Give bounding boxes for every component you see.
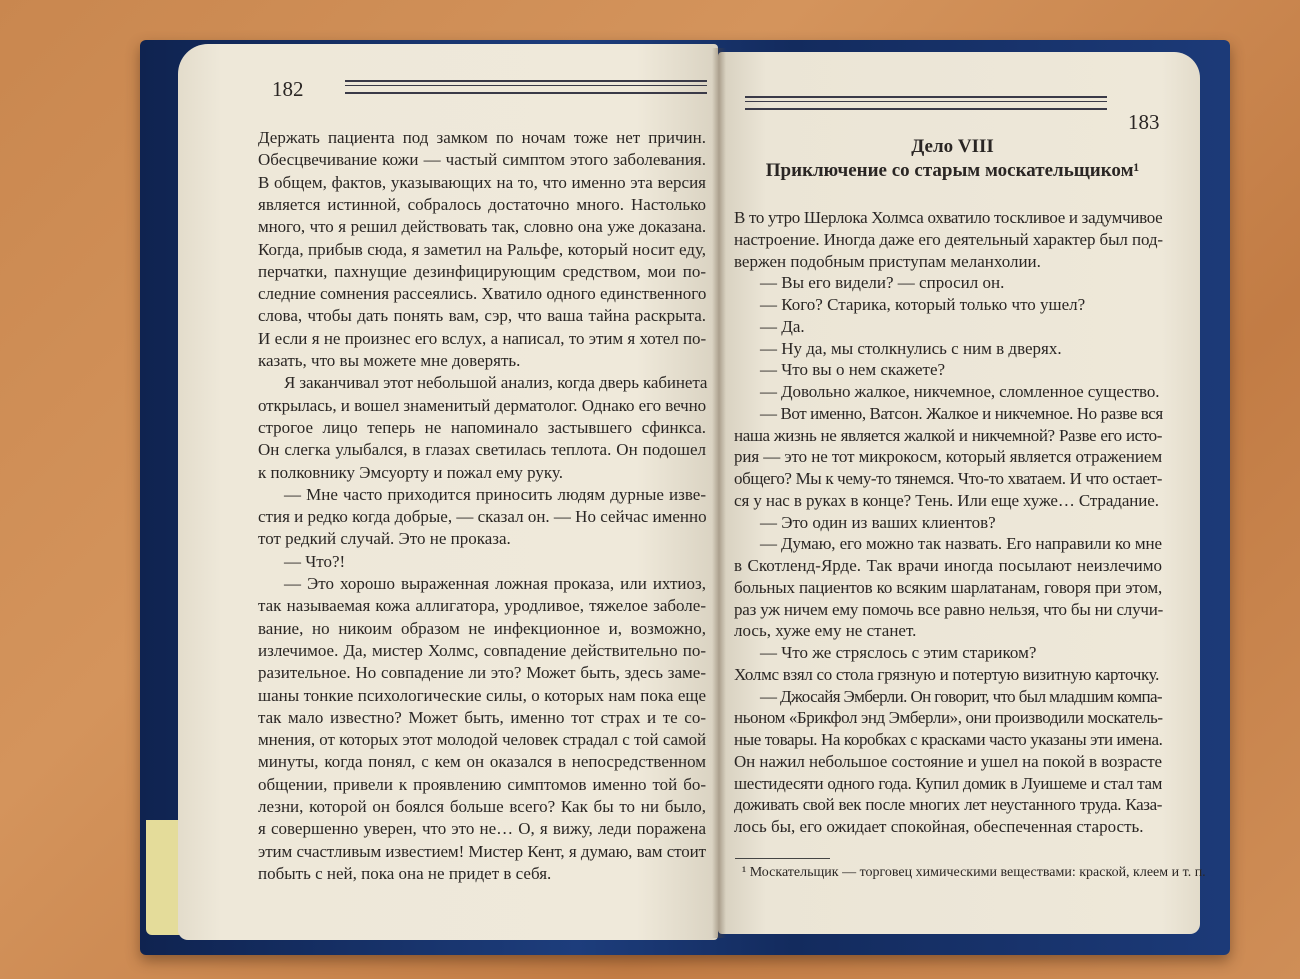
text-line: много, что я решил действовать так, словно она уже доказана. xyxy=(258,217,706,237)
text-line: так мало известно? Может быть, именно тот страх и те со- xyxy=(258,707,706,727)
text-line: — Мне часто приходится приносить людям дурные изве- xyxy=(284,484,706,504)
text-line: тот редкий случай. Это не проказа. xyxy=(258,529,511,549)
text-line: следние сомнения рассеялись. Хватило одного единственного xyxy=(258,284,707,304)
left-header-rule xyxy=(345,80,707,94)
text-line: больных пациентов ко всяким шарлатанам, говоря при этом, xyxy=(734,577,1162,597)
text-line: шаны тонкие психологические силы, о которых нам пока еще xyxy=(258,685,706,705)
text-line: — Ну да, мы столкнулись с ним в дверях. xyxy=(760,338,1062,358)
text-line: — Что же стряслось с этим стариком? xyxy=(760,643,1037,662)
text-line: — Это один из ваших клиентов? xyxy=(760,512,996,532)
left-page-number: 182 xyxy=(272,77,304,101)
text-line: в Скотленд-Ярде. Так врачи иногда посылают неизлечимо xyxy=(734,556,1162,575)
right-header-rule xyxy=(745,96,1107,110)
text-line: Он слегка улыбался, в глазах светилась теплота. Он подошел xyxy=(258,440,706,460)
text-line: перчатки, пахнущие дезинфицирующим средством, мои по- xyxy=(258,261,706,281)
text-line: излечимое. Да, мистер Холмс, совпадение действительно по- xyxy=(258,640,706,660)
text-line: побыть с ней, пока она не придет в себя. xyxy=(258,863,552,883)
text-line: Держать пациента под замком по ночам тоже нет причин. xyxy=(258,128,706,147)
text-line: строгое лицо теперь не напоминало застывшего сфинкса. xyxy=(258,417,706,437)
text-line: вание, но никоим образом не инфекционное и, возможно, xyxy=(258,618,706,638)
text-line: — Что вы о нем скажете? xyxy=(760,360,946,380)
text-line: лось бы, его ожидает спокойная, обеспеченная старость. xyxy=(734,817,1144,836)
text-line: В то утро Шерлока Холмса охватило тоскливое и задумчивое xyxy=(734,208,1163,227)
bookmark-edge xyxy=(146,820,180,935)
text-line: — Вот именно, Ватсон. Жалкое и никчемное. Но разве вся xyxy=(760,403,1163,423)
text-line: Я заканчивал этот небольшой анализ, когда дверь кабинета xyxy=(284,373,708,393)
footnote: ¹ Москательщик — торговец химическими веществами: краской, клеем и т. п. xyxy=(742,865,1206,880)
text-line: — Вы его видели? — спросил он. xyxy=(760,273,1005,293)
right-page-number: 183 xyxy=(1128,110,1160,134)
chapter-title: Приключение со старым москательщиком¹ xyxy=(765,160,1140,181)
footnote-rule xyxy=(735,858,830,859)
text-line: слова, чтобы дать понять вам, сэр, что ваша тайна раскрыта. xyxy=(258,306,706,326)
text-line: стия и редко когда добрые, — сказал он. — Но сейчас именно xyxy=(258,507,707,527)
text-line: — Думаю, его можно так назвать. Его направили ко мне xyxy=(760,534,1162,554)
text-line: казать, что вы можете мне доверять. xyxy=(258,351,521,370)
text-line: В общем, фактов, указывающих на то, что именно эта версия xyxy=(258,172,706,192)
text-line: к полковнику Эмсуорту и пожал ему руку. xyxy=(258,462,563,482)
text-line: вержен подобным приступам меланхолии. xyxy=(734,251,1041,271)
text-line: этим счастливым известием! Мистер Кент, я думаю, вам стоит xyxy=(258,841,706,861)
text-line: ные товары. На коробках с красками часто указаны эти имена. xyxy=(734,730,1163,749)
text-line: так называемая кожа аллигатора, уродливое, тяжелое заболе- xyxy=(258,596,706,616)
text-line: лезни, которой он боялся больше всего? Как бы то ни было, xyxy=(258,797,706,816)
text-line: раз уж ничем ему помочь все равно нельзя, что бы ни случи- xyxy=(734,599,1164,619)
text-line: общего? Мы к чему-то тянемся. Что-то хватаем. И что остает- xyxy=(734,469,1162,488)
text-line: Он нажил небольшое состояние и ушел на покой в возрасте xyxy=(734,751,1162,771)
text-line: — Да. xyxy=(760,316,805,336)
text-line: наша жизнь не является жалкой и никчемной? Разве его исто- xyxy=(734,425,1162,445)
text-line: шестидесяти одного года. Купил домик в Луишеме и стал там xyxy=(734,773,1162,793)
text-line: Холмс взял со стола грязную и потертую визитную карточку. xyxy=(734,664,1160,684)
text-line: является истинной, собралось достаточно много. Настолько xyxy=(258,194,706,214)
text-line: минуты, когда понял, с кем он оказался в непосредственном xyxy=(258,752,706,772)
text-line: ся у нас в руках в конце? Тень. Или еще хуже… Страдание. xyxy=(734,490,1159,510)
text-line: И если я не произнес его вслух, а написал, то этим я хотел по- xyxy=(258,328,706,348)
text-line: Когда, прибыв сюда, я заметил на Ральфе, который носит еду, xyxy=(258,239,706,259)
text-line: Обесцвечивание кожи — частый симптом этого заболевания. xyxy=(258,150,706,170)
text-line: открылась, и вошел знаменитый дерматолог. Однако его вечно xyxy=(258,395,706,415)
text-line: — Джосайя Эмберли. Он говорит, что был младшим компа- xyxy=(760,686,1162,706)
text-line: — Довольно жалкое, никчемное, сломленное существо. xyxy=(760,382,1160,401)
text-line: настроение. Иногда даже его деятельный характер был под- xyxy=(734,229,1163,249)
text-line: разительное. Но совпадение ли это? Может быть, здесь заме- xyxy=(258,663,706,683)
text-line: мнения, от которых этот молодой человек страдал с той самой xyxy=(258,730,706,750)
chapter-number: Дело VIII xyxy=(911,136,994,157)
text-line: лось, хуже ему не станет. xyxy=(734,621,917,641)
text-line: я совершенно уверен, что это не… О, я вижу, леди поражена xyxy=(258,819,706,839)
text-line: доживать свой век после многих лет неустанного труда. Каза- xyxy=(734,795,1162,815)
text-line: — Кого? Старика, который только что ушел? xyxy=(760,295,1086,314)
text-line: — Что?! xyxy=(284,551,346,571)
book-gutter xyxy=(712,48,726,938)
text-line: — Это хорошо выраженная ложная проказа, или ихтиоз, xyxy=(284,574,706,593)
text-line: рия — это не тот микрокосм, который является отражением xyxy=(734,447,1162,467)
text-line: ньоном «Брикфол энд Эмберли», они производили москатель- xyxy=(734,708,1163,728)
text-line: общении, привели к проявлению симптомов именно той бо- xyxy=(258,774,706,794)
